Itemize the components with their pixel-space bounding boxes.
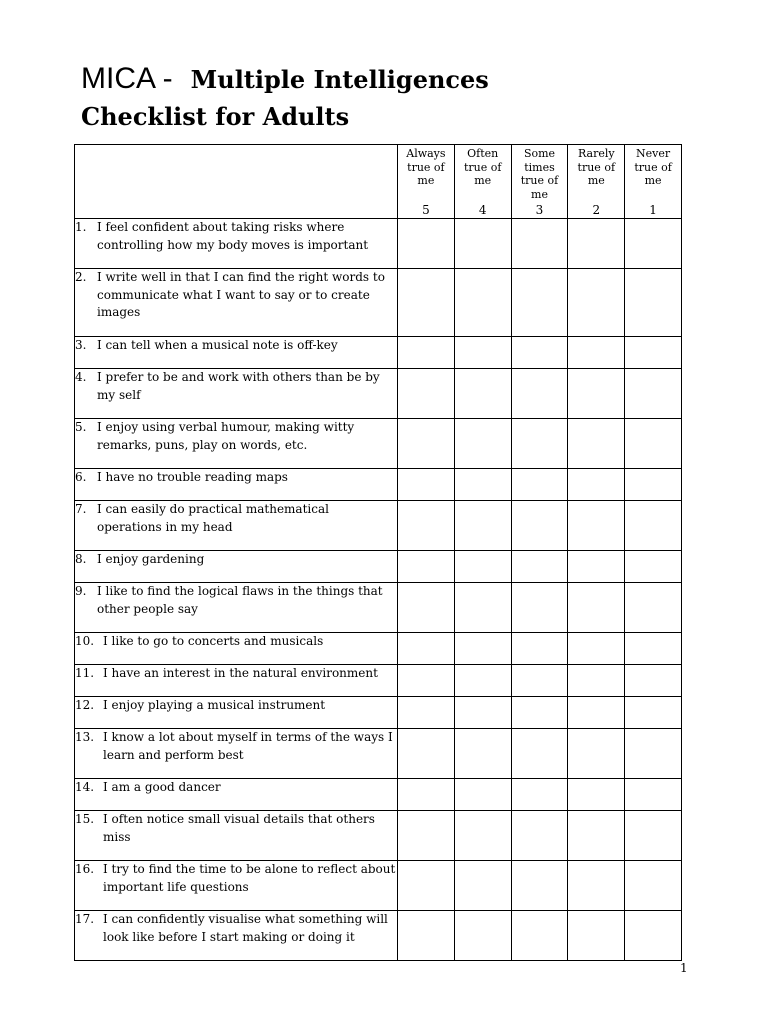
item-number: 4. — [75, 370, 87, 384]
item-text: I feel confident about taking risks where controlling how my body moves is important — [97, 220, 369, 252]
statement-cell — [75, 469, 398, 501]
rating-cell-3[interactable] — [511, 369, 568, 419]
rating-cell-5[interactable] — [398, 469, 455, 501]
rating-cell-3[interactable] — [511, 337, 568, 369]
item-text: I try to find the time to be alone to reflect about important life questions — [103, 862, 396, 894]
table-row — [75, 697, 682, 729]
rating-cell-4[interactable] — [454, 219, 511, 269]
column-score: 3 — [535, 202, 544, 217]
item-text: I like to go to concerts and musicals — [103, 634, 324, 648]
rating-cell-3[interactable] — [511, 219, 568, 269]
statement-cell — [75, 911, 398, 961]
item-text: I like to find the logical flaws in the things that other people say — [97, 584, 383, 616]
column-header-always — [398, 145, 455, 219]
item-number: 5. — [75, 420, 87, 434]
rating-cell-5[interactable] — [398, 269, 455, 337]
rating-cell-2[interactable] — [568, 633, 625, 665]
column-label: Rarely true of me — [577, 147, 616, 187]
table-row — [75, 665, 682, 697]
rating-cell-4[interactable] — [454, 861, 511, 911]
item-number: 8. — [75, 552, 87, 566]
item-text: I can tell when a musical note is off-key — [97, 338, 338, 352]
rating-cell-2[interactable] — [568, 337, 625, 369]
rating-cell-2[interactable] — [568, 369, 625, 419]
rating-cell-3[interactable] — [511, 633, 568, 665]
item-text: I enjoy using verbal humour, making witty remarks, puns, play on words, etc. — [97, 420, 355, 452]
statement-cell — [75, 369, 398, 419]
item-number: 17. — [75, 912, 95, 926]
item-number: 9. — [75, 584, 87, 598]
title-main: MICA - — [81, 62, 173, 95]
item-text: I have no trouble reading maps — [97, 470, 288, 484]
rating-cell-1[interactable] — [625, 697, 682, 729]
item-number: 7. — [75, 502, 87, 516]
column-header-often — [454, 145, 511, 219]
rating-cell-3[interactable] — [511, 911, 568, 961]
item-text: I write well in that I can find the right words to communicate what I want to say or to create images — [97, 270, 385, 319]
table-row — [75, 633, 682, 665]
item-text: I know a lot about myself in terms of the ways I learn and perform best — [103, 730, 393, 762]
statement-cell — [75, 633, 398, 665]
rating-cell-5[interactable] — [398, 779, 455, 811]
rating-cell-5[interactable] — [398, 665, 455, 697]
rating-cell-2[interactable] — [568, 697, 625, 729]
table-row — [75, 269, 682, 337]
rating-cell-3[interactable] — [511, 551, 568, 583]
table-row — [75, 469, 682, 501]
rating-cell-4[interactable] — [454, 501, 511, 551]
rating-cell-2[interactable] — [568, 419, 625, 469]
item-text: I enjoy playing a musical instrument — [103, 698, 326, 712]
rating-cell-3[interactable] — [511, 697, 568, 729]
rating-cell-2[interactable] — [568, 911, 625, 961]
rating-cell-1[interactable] — [625, 911, 682, 961]
statement-cell — [75, 419, 398, 469]
title-subtitle: Multiple Intelligences — [190, 65, 489, 94]
statement-cell — [75, 697, 398, 729]
statement-cell — [75, 583, 398, 633]
statement-cell — [75, 551, 398, 583]
rating-cell-4[interactable] — [454, 665, 511, 697]
rating-cell-1[interactable] — [625, 811, 682, 861]
table-row — [75, 501, 682, 551]
rating-cell-5[interactable] — [398, 697, 455, 729]
item-number: 6. — [75, 470, 87, 484]
rating-cell-4[interactable] — [454, 369, 511, 419]
rating-cell-4[interactable] — [454, 551, 511, 583]
rating-cell-1[interactable] — [625, 583, 682, 633]
rating-cell-5[interactable] — [398, 633, 455, 665]
item-text: I often notice small visual details that others miss — [103, 812, 375, 844]
title-line-2: Checklist for Adults — [81, 102, 350, 131]
rating-cell-3[interactable] — [511, 419, 568, 469]
table-row — [75, 337, 682, 369]
rating-cell-1[interactable] — [625, 219, 682, 269]
table-row — [75, 419, 682, 469]
rating-cell-4[interactable] — [454, 337, 511, 369]
page-title — [81, 64, 489, 94]
item-text: I have an interest in the natural environment — [103, 666, 378, 680]
rating-cell-5[interactable] — [398, 911, 455, 961]
item-number: 10. — [75, 634, 95, 648]
rating-cell-5[interactable] — [398, 337, 455, 369]
item-text: I prefer to be and work with others than be by my self — [97, 370, 380, 402]
rating-cell-2[interactable] — [568, 583, 625, 633]
item-number: 2. — [75, 270, 87, 284]
rating-cell-5[interactable] — [398, 219, 455, 269]
rating-cell-5[interactable] — [398, 551, 455, 583]
rating-cell-1[interactable] — [625, 861, 682, 911]
rating-cell-4[interactable] — [454, 811, 511, 861]
table-row — [75, 911, 682, 961]
column-header-never — [625, 145, 682, 219]
item-text: I am a good dancer — [103, 780, 221, 794]
statement-cell — [75, 501, 398, 551]
item-number: 11. — [75, 666, 95, 680]
item-number: 16. — [75, 862, 95, 876]
statement-cell — [75, 269, 398, 337]
statement-cell — [75, 337, 398, 369]
statement-cell — [75, 665, 398, 697]
column-score: 4 — [478, 202, 487, 217]
rating-cell-2[interactable] — [568, 665, 625, 697]
rating-cell-4[interactable] — [454, 469, 511, 501]
column-label: Always true of me — [406, 147, 446, 187]
rating-cell-3[interactable] — [511, 779, 568, 811]
rating-cell-4[interactable] — [454, 779, 511, 811]
rating-cell-5[interactable] — [398, 583, 455, 633]
table-row — [75, 369, 682, 419]
table-row — [75, 811, 682, 861]
item-number: 13. — [75, 730, 95, 744]
table-row — [75, 551, 682, 583]
rating-cell-1[interactable] — [625, 469, 682, 501]
rating-cell-4[interactable] — [454, 583, 511, 633]
rating-cell-4[interactable] — [454, 729, 511, 779]
rating-cell-4[interactable] — [454, 419, 511, 469]
rating-cell-5[interactable] — [398, 501, 455, 551]
table-row — [75, 861, 682, 911]
rating-cell-5[interactable] — [398, 861, 455, 911]
rating-cell-1[interactable] — [625, 779, 682, 811]
table-row — [75, 219, 682, 269]
rating-cell-2[interactable] — [568, 779, 625, 811]
page-number: 1 — [680, 961, 688, 975]
table-row — [75, 729, 682, 779]
rating-cell-3[interactable] — [511, 583, 568, 633]
column-header-rarely — [568, 145, 625, 219]
column-label: Never true of me — [634, 147, 672, 187]
rating-cell-2[interactable] — [568, 269, 625, 337]
column-score: 1 — [649, 202, 657, 217]
rating-cell-4[interactable] — [454, 697, 511, 729]
item-text: I enjoy gardening — [97, 552, 205, 566]
column-score: 5 — [422, 202, 430, 217]
checklist-table — [74, 144, 682, 961]
rating-cell-2[interactable] — [568, 729, 625, 779]
item-number: 3. — [75, 338, 87, 352]
rating-cell-3[interactable] — [511, 501, 568, 551]
item-number: 14. — [75, 780, 95, 794]
column-label: Often true of me — [463, 147, 502, 187]
table-row — [75, 583, 682, 633]
rating-cell-1[interactable] — [625, 551, 682, 583]
rating-cell-1[interactable] — [625, 337, 682, 369]
statement-cell — [75, 811, 398, 861]
rating-cell-4[interactable] — [454, 911, 511, 961]
rating-cell-1[interactable] — [625, 369, 682, 419]
rating-cell-5[interactable] — [398, 811, 455, 861]
rating-cell-2[interactable] — [568, 469, 625, 501]
header-row — [75, 145, 682, 219]
rating-cell-4[interactable] — [454, 269, 511, 337]
rating-cell-3[interactable] — [511, 269, 568, 337]
rating-cell-1[interactable] — [625, 633, 682, 665]
column-score: 2 — [592, 202, 601, 217]
rating-cell-5[interactable] — [398, 369, 455, 419]
item-number: 12. — [75, 698, 95, 712]
rating-cell-2[interactable] — [568, 811, 625, 861]
rating-cell-2[interactable] — [568, 861, 625, 911]
statement-header-cell — [75, 145, 398, 219]
statement-cell — [75, 779, 398, 811]
rating-cell-5[interactable] — [398, 419, 455, 469]
rating-cell-2[interactable] — [568, 219, 625, 269]
rating-cell-4[interactable] — [454, 633, 511, 665]
item-number: 15. — [75, 812, 95, 826]
rating-cell-3[interactable] — [511, 811, 568, 861]
rating-cell-1[interactable] — [625, 419, 682, 469]
rating-cell-5[interactable] — [398, 729, 455, 779]
table-row — [75, 779, 682, 811]
rating-cell-2[interactable] — [568, 551, 625, 583]
item-number: 1. — [75, 220, 87, 234]
rating-cell-1[interactable] — [625, 501, 682, 551]
rating-cell-1[interactable] — [625, 729, 682, 779]
rating-cell-3[interactable] — [511, 729, 568, 779]
column-label: Some times true of me — [520, 147, 559, 201]
rating-cell-2[interactable] — [568, 501, 625, 551]
rating-cell-3[interactable] — [511, 469, 568, 501]
item-text: I can confidently visualise what something will look like before I start making or doing it — [103, 912, 388, 944]
statement-cell — [75, 219, 398, 269]
rating-cell-1[interactable] — [625, 269, 682, 337]
item-text: I can easily do practical mathematical operations in my head — [97, 502, 329, 534]
rating-cell-1[interactable] — [625, 665, 682, 697]
rating-cell-3[interactable] — [511, 861, 568, 911]
statement-cell — [75, 861, 398, 911]
statement-cell — [75, 729, 398, 779]
column-header-sometimes — [511, 145, 568, 219]
rating-cell-3[interactable] — [511, 665, 568, 697]
